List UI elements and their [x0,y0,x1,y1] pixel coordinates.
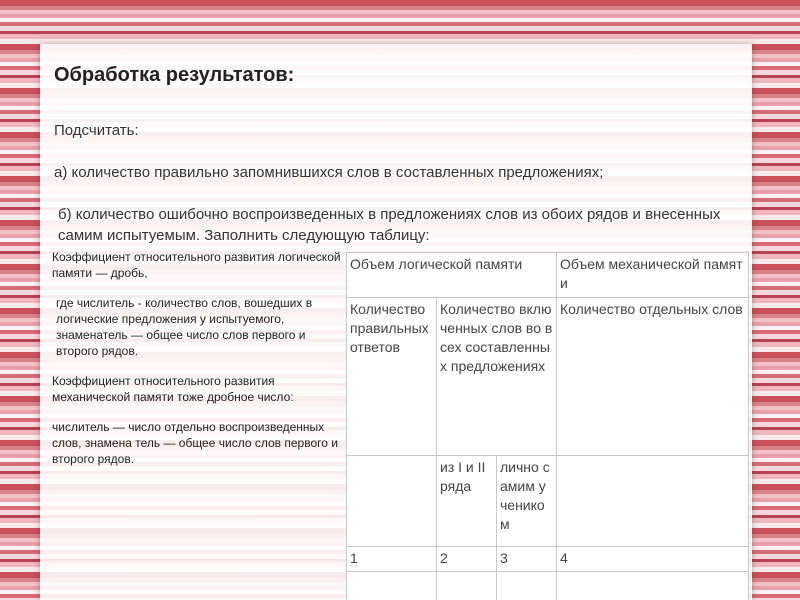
slide [40,44,752,600]
cell-empty [347,572,437,600]
header-logical-memory: Объем логической памяти [347,253,557,298]
cell-from-rows: из I и II ряда [437,456,497,547]
cell-empty [557,456,749,547]
header-mechanical-memory: Объем механической памяти [557,253,749,298]
cell-empty [497,572,557,600]
note-mechanical-coefficient: Коэффициент относительного развития механической памяти тоже дробное число: [52,374,294,404]
note-logical-fraction: где числитель - количество слов, вошедших в логические предложения у испытуемого, знаменатель — общее число слов первого и второго рядов. [56,296,313,358]
results-table [346,252,749,600]
table-row [347,253,749,298]
cell-empty [557,572,749,600]
table-row [347,572,749,600]
cell-separate-words: Количество отдельных слов [557,298,749,456]
cell-included-words: Количество включенных слов во всех составленных предложениях [437,298,557,456]
item-a-text: а) количество правильно запомнившихся слов в составленных предложениях; [54,164,604,181]
column-number-3: 3 [497,547,557,572]
note-mechanical-fraction: числитель — число отдельно воспроизведенных слов, знамена тель — общее число слов первого и второго рядов. [52,420,338,466]
table-row [347,456,749,547]
column-number-4: 4 [557,547,749,572]
column-number-2: 2 [437,547,497,572]
slide-title: Обработка результатов: [54,64,295,86]
item-b-text: б) количество ошибочно воспроизведенных в предложениях слов из обоих рядов и внесенных самим испытуемым. Заполнить следующую таблицу: [58,206,721,244]
note-logical-coefficient: Коэффициент относительного развития логической памяти — дробь, [52,250,341,280]
column-number-1: 1 [347,547,437,572]
intro-text: Подсчитать: [54,122,139,139]
side-notes [52,249,342,481]
cell-by-pupil: лично самим учеником [497,456,557,547]
cell-empty [437,572,497,600]
table-row [347,547,749,572]
cell-correct-answers: Количество правильных ответов [347,298,437,456]
table-row [347,298,749,456]
cell-empty [347,456,437,547]
